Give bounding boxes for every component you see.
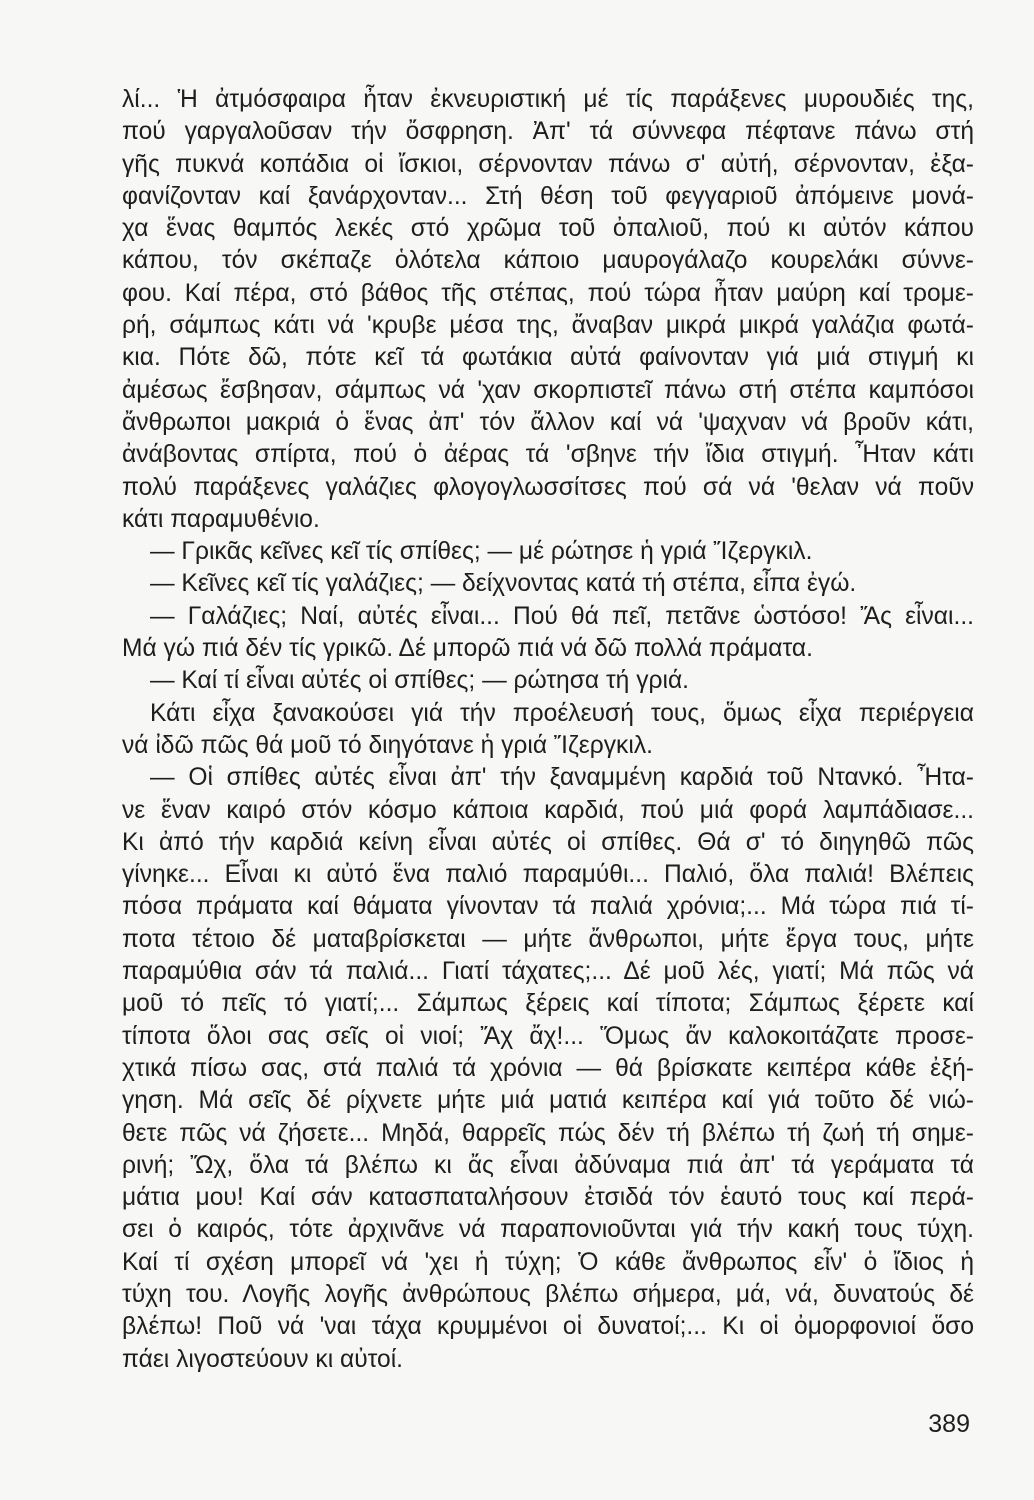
text-line: ρή, σάμπως κάτι νά 'κρυβε μέσα της, ἄναβαν μικρά μικρά γαλάζια φωτά- <box>122 312 974 340</box>
text-line: πού γαργαλοῦσαν τήν ὄσφρηση. Ἀπ' τά σύννεφα πέφτανε πάνω στή <box>122 118 974 146</box>
text-line: πόσα πράματα καί θάματα γίνονταν τά παλιά χρόνια;... Μά τώρα πιά τί- <box>122 893 974 921</box>
text-line: — Καί τί εἶναι αὐτές οἱ σπίθες; — ρώτησα τή γριά. <box>150 667 689 695</box>
text-line: γίνηκε... Εἶναι κι αὐτό ἕνα παλιό παραμύθι... Παλιό, ὅλα παλιά! Βλέπεις <box>122 861 974 889</box>
text-line: γηση. Μά σεῖς δέ ρίχνετε μήτε μιά ματιά κειπέρα καί γιά τοῦτο δέ νιώ- <box>122 1087 974 1115</box>
text-line: τίποτα ὅλοι σας σεῖς οἱ νιοί; Ἄχ ἄχ!... Ὅμως ἄν καλοκοιτάζατε προσε- <box>122 1022 974 1050</box>
text-line: φου. Καί πέρα, στό βάθος τῆς στέπας, πού τώρα ἦταν μαύρη καί τρομε- <box>122 279 974 307</box>
text-line: ποτα τέτοιο δέ ματαβρίσκεται — μήτε ἄνθρωποι, μήτε ἔργα τους, μήτε <box>122 925 974 953</box>
text-line: μάτια μου! Καί σάν κατασπαταλήσουν ἐτσιδά τόν ἑαυτό τους καί περά- <box>122 1184 974 1212</box>
text-line: πάει λιγοστεύουν κι αὐτοί. <box>122 1345 404 1373</box>
text-line: παραμύθια σάν τά παλιά... Γιατί τάχατες;... Δέ μοῦ λές, γιατί; Μά πῶς νά <box>122 958 974 986</box>
text-line: — Γρικᾶς κεῖνες κεῖ τίς σπίθες; — μέ ρώτησε ἡ γριά Ἴζεργκιλ. <box>150 538 813 566</box>
text-line: Καί τί σχέση μπορεῖ νά 'χει ἡ τύχη; Ὁ κάθε ἄνθρωπος εἶν' ὁ ἴδιος ἡ <box>122 1248 974 1276</box>
text-line: λί... Ἡ ἀτμόσφαιρα ἦταν ἐκνευριστική μέ τίς παράξενες μυρουδιές της, <box>122 86 974 113</box>
text-line: θετε πῶς νά ζήσετε... Μηδά, θαρρεῖς πώς δέν τή βλέπω τή ζωή τή σημε- <box>122 1119 974 1147</box>
text-line: πολύ παράξενες γαλάζιες φλογογλωσσίτσες πού σά νά 'θελαν νά ποῦν <box>122 473 974 501</box>
text-line: χα ἕνας θαμπός λεκές στό χρῶμα τοῦ ὀπαλιοῦ, πού κι αὐτόν κάπου <box>122 215 974 243</box>
text-line: κάπου, τόν σκέπαζε ὁλότελα κάποιο μαυρογάλαζο κουρελάκι σύννε- <box>122 247 974 275</box>
text-line: Κάτι εἶχα ξανακούσει γιά τήν προέλευσή τους, ὅμως εἶχα περιέργεια <box>150 699 974 727</box>
page-number: 389 <box>928 1410 970 1438</box>
text-line: τύχη του. Λογῆς λογῆς ἀνθρώπους βλέπω σήμερα, μά, νά, δυνατούς δέ <box>122 1280 974 1308</box>
text-line: Κι ἀπό τήν καρδιά κείνη εἶναι αὐτές οἱ σπίθες. Θά σ' τό διηγηθῶ πῶς <box>122 828 974 856</box>
body-text <box>122 84 974 1376</box>
text-line: χτικά πίσω σας, στά παλιά τά χρόνια — θά βρίσκατε κειπέρα κάθε ἐξή- <box>122 1054 974 1082</box>
text-line: Μά γώ πιά δέν τίς γρικῶ. Δέ μπορῶ πιά νά δῶ πολλά πράματα. <box>122 635 813 663</box>
text-line: κάτι παραμυθένιο. <box>122 505 320 533</box>
text-line: — Οἱ σπίθες αὐτές εἶναι ἀπ' τήν ξαναμμένη καρδιά τοῦ Ντανκό. Ἦτα- <box>150 764 974 792</box>
text-line: ἀνάβοντας σπίρτα, πού ὁ ἀέρας τά 'σβηνε τήν ἴδια στιγμή. Ἦταν κάτι <box>122 441 974 469</box>
text-line: κια. Πότε δῶ, πότε κεῖ τά φωτάκια αὐτά φαίνονταν γιά μιά στιγμή κι <box>122 344 974 372</box>
text-line: μοῦ τό πεῖς τό γιατί;... Σάμπως ξέρεις καί τίποτα; Σάμπως ξέρετε καί <box>122 990 974 1018</box>
text-line: σει ὁ καιρός, τότε ἀρχινᾶνε νά παραπονιοῦνται γιά τήν κακή τους τύχη. <box>122 1216 974 1244</box>
text-line: γῆς πυκνά κοπάδια οἱ ἴσκιοι, σέρνονταν πάνω σ' αὐτή, σέρνονταν, ἐξα- <box>122 150 974 178</box>
text-line: ρινή; Ὤχ, ὅλα τά βλέπω κι ἄς εἶναι ἀδύναμα πιά ἀπ' τά γεράματα τά <box>122 1151 974 1179</box>
text-line: — Γαλάζιες; Ναί, αὐτές εἶναι... Πού θά πεῖ, πετᾶνε ὡστόσο! Ἄς εἶναι... <box>150 602 974 630</box>
text-line: ἄνθρωποι μακριά ὁ ἕνας ἀπ' τόν ἄλλον καί νά 'ψαχναν νά βροῦν κάτι, <box>122 408 974 436</box>
text-line: νε ἕναν καιρό στόν κόσμο κάποια καρδιά, πού μιά φορά λαμπάδιασε... <box>122 796 974 824</box>
text-line: φανίζονταν καί ξανάρχονταν... Στή θέση τοῦ φεγγαριοῦ ἀπόμεινε μονά- <box>122 182 974 210</box>
text-line: βλέπω! Ποῦ νά 'ναι τάχα κρυμμένοι οἱ δυνατοί;... Κι οἱ ὀμορφονιοί ὅσο <box>122 1313 974 1341</box>
text-line: νά ἰδῶ πῶς θά μοῦ τό διηγότανε ἡ γριά Ἴζεργκιλ. <box>122 731 653 759</box>
text-line: ἀμέσως ἔσβησαν, σάμπως νά 'χαν σκορπιστεῖ πάνω στή στέπα καμπόσοι <box>122 376 974 404</box>
text-line: — Κεῖνες κεῖ τίς γαλάζιες; — δείχνοντας κατά τή στέπα, εἶπα ἐγώ. <box>150 570 857 598</box>
